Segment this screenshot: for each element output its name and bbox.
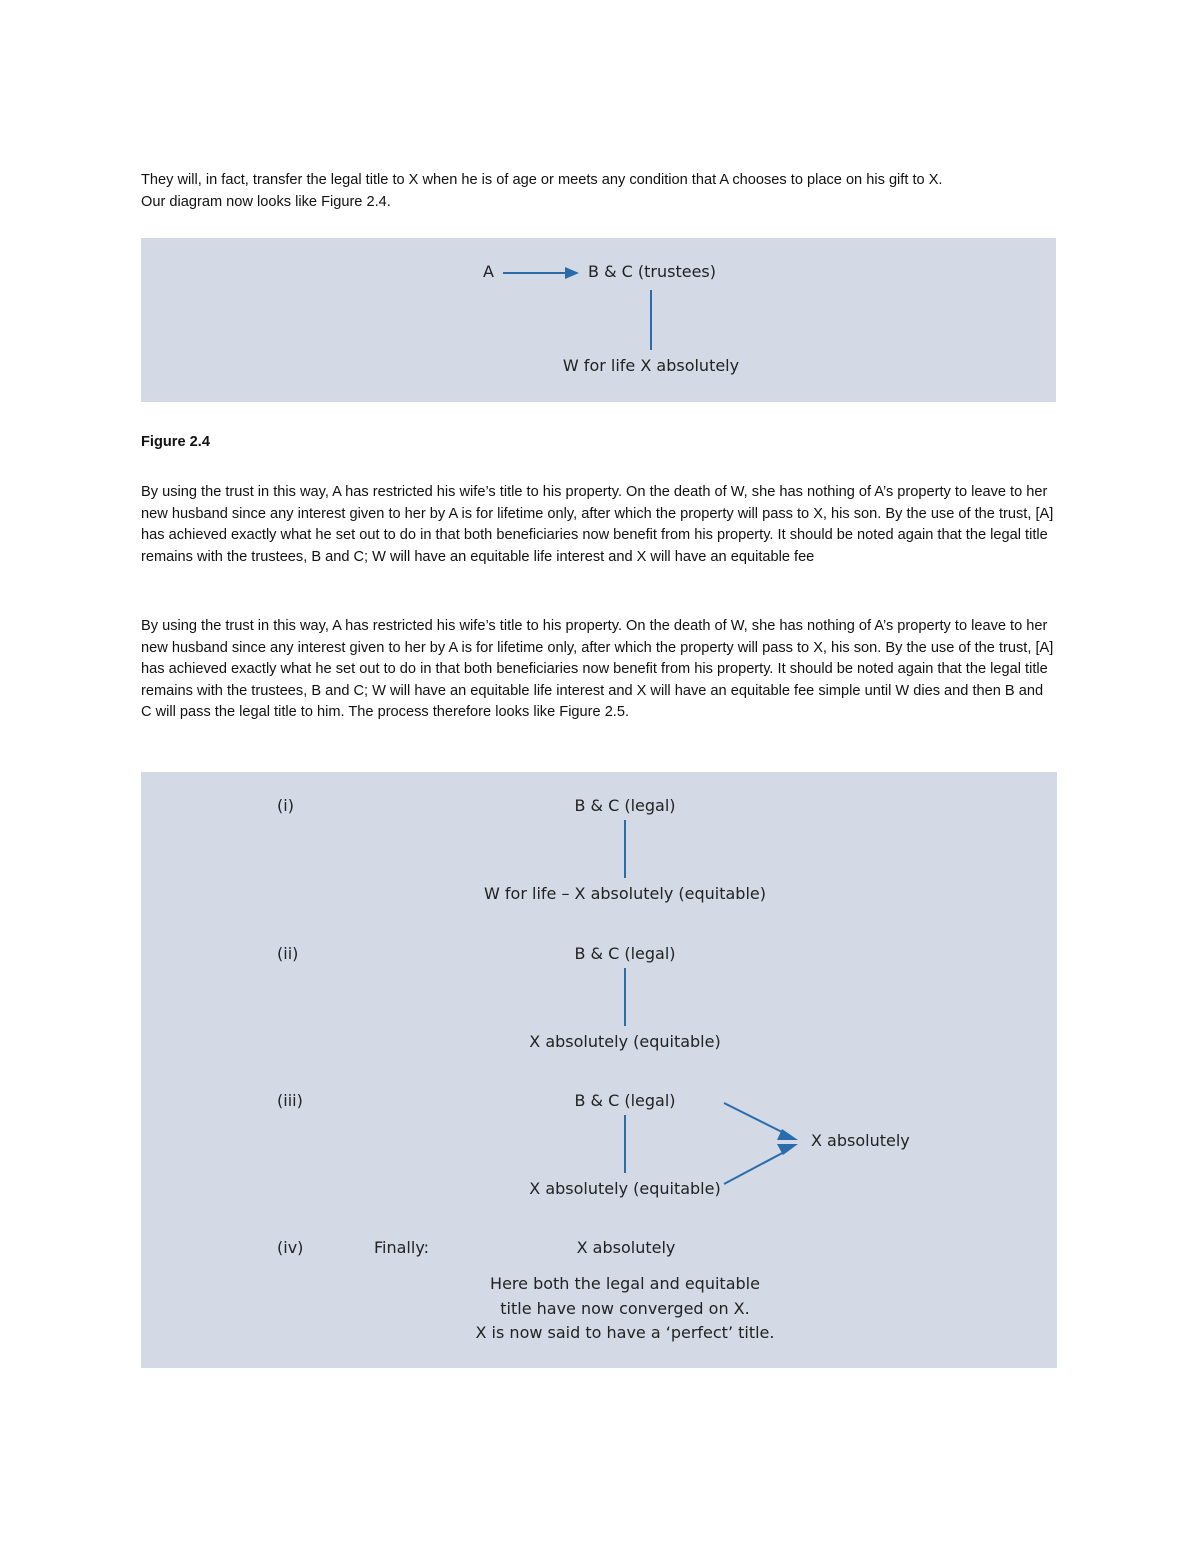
stage-ii-equitable-label: X absolutely (equitable) <box>529 1032 721 1051</box>
stage-iii-marker: (iii) <box>277 1091 303 1110</box>
stage-iv-prefix: Finally: <box>374 1238 430 1257</box>
note-line-1: Here both the legal and equitable <box>490 1274 760 1293</box>
figure-2-4-caption: Figure 2.4 <box>141 434 210 450</box>
note-line-2: title have now converged on X. <box>500 1298 750 1318</box>
convergence-arrow-upper-line <box>724 1103 788 1135</box>
figure-2-5-arrows <box>141 772 1057 1368</box>
intro-paragraph <box>141 170 1056 213</box>
figure-2-4-panel <box>141 238 1056 402</box>
paragraph-b: By using the trust in this way, A has restricted his wife’s title to his property. On the death of W, she has nothing of A’s property to leave to her new husband since any interest given to her by A is for lifetime only, after which the property will pass to X, his son. By the use of the trust, [A] has achieved exactly what he set out to do in that both beneficiaries now benefit from his property. It should be noted again that the legal title remains with the trustees, B and C; W will have an equitable life interest and X will have an equitable fee simple until W dies and then B and C will pass the legal title to him. The process therefore looks like Figure 2.5. <box>141 618 1054 720</box>
stage-iv-marker: (iv) <box>277 1238 304 1257</box>
stage-i-legal-label: B & C (legal) <box>574 796 676 815</box>
stage-iv-result-label: X absolutely <box>576 1238 676 1257</box>
intro-line-2: Our diagram now looks like Figure 2.4. <box>141 193 391 210</box>
stage-iii-equitable-label: X absolutely (equitable) <box>529 1179 721 1198</box>
paragraph-a: By using the trust in this way, A has restricted his wife’s title to his property. On the death of W, she has nothing of A’s property to leave to her new husband since any interest given to her by A is for lifetime only, after which the property will pass to X, his son. By the use of the trust, [A] has achieved exactly what he set out to do in that both beneficiaries now benefit from his property. It should be noted again that the legal title remains with the trustees, B and C; W will have an equitable life interest and X will have an equitable fee <box>141 484 1054 565</box>
note-line-3: X is now said to have a ‘perfect’ title. <box>475 1323 775 1342</box>
stage-i-marker: (i) <box>277 796 294 815</box>
figure-2-5-panel <box>141 772 1057 1368</box>
grantor-label: A <box>483 262 494 281</box>
grant-arrow-head <box>565 267 579 279</box>
stage-i-equitable-label: W for life – X absolutely (equitable) <box>484 884 766 903</box>
beneficiaries-label: W for life X absolutely <box>562 356 740 375</box>
intro-line-1: They will, in fact, transfer the legal title to X when he is of age or meets any condition that A chooses to place on his gift to X. <box>141 172 943 188</box>
trustees-label: B & C (trustees) <box>588 262 716 281</box>
figure-2-4-arrows <box>141 238 1056 402</box>
stage-iii-legal-label: B & C (legal) <box>574 1091 676 1110</box>
stage-iii-result-label: X absolutely <box>811 1131 910 1150</box>
convergence-arrow-lower-line <box>724 1150 788 1184</box>
stage-ii-legal-label: B & C (legal) <box>574 944 676 963</box>
stage-ii-marker: (ii) <box>277 944 299 963</box>
